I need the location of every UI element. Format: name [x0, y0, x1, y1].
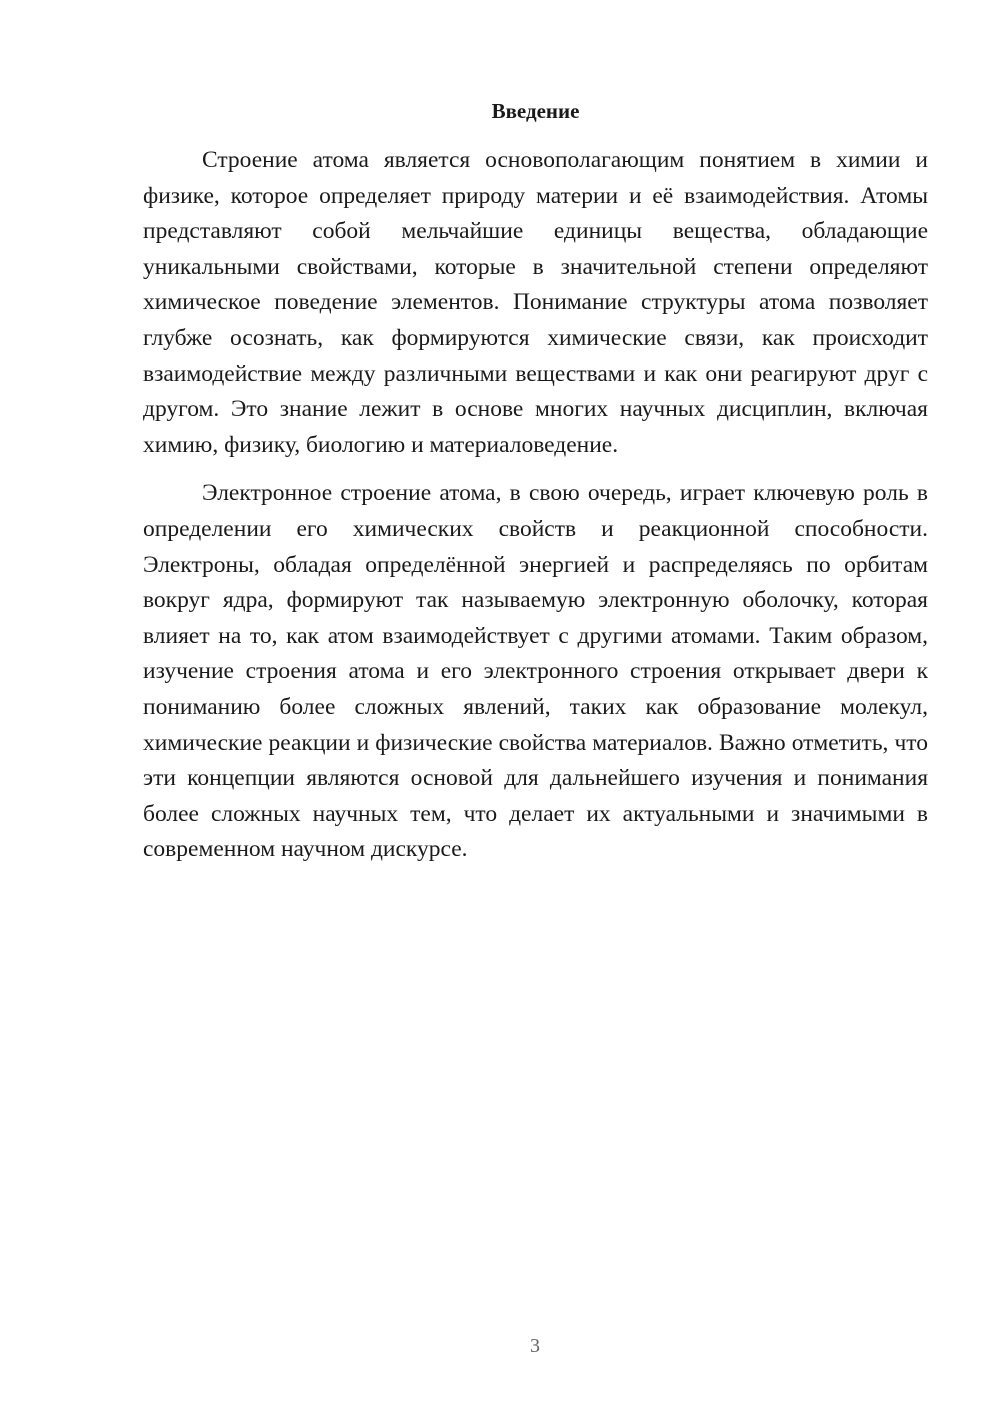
page-number: 3: [530, 1335, 540, 1357]
section-heading: Введение: [491, 99, 580, 123]
paragraph-2: Электронное строение атома, в свою очередь, играет ключевую роль в определении его химических свойств и реакционной способности. Электроны, обладая определённой энергией и распределяясь по орбитам вокруг ядра, формируют так называемую электронную оболочку, которая влияет на то, как атом взаимодействует с другими атомами. Таким образом, изучение строения атома и его электронного строения открывает двери к пониманию более сложных явлений, таких как образование молекул, химические реакции и физические свойства материалов. Важно отметить, что эти концепции являются основой для дальнейшего изучения и понимания более сложных научных тем, что делает их актуальными и значимыми в современном научном дискурсе.: [143, 480, 928, 863]
paragraph-1: Строение атома является основополагающим понятием в химии и физике, которое определяет природу материи и её взаимодействия. Атомы представляют собой мельчайшие единицы вещества, обладающие уникальными свойствами, которые в значительной степени определяют химическое поведение элементов. Понимание структуры атома позволяет глубже осознать, как формируются химические связи, как происходит взаимодействие между различными веществами и как они реагируют друг с другом. Это знание лежит в основе многих научных дисциплин, включая химию, физику, биологию и материаловедение.: [143, 147, 928, 458]
body-text: [143, 143, 928, 868]
